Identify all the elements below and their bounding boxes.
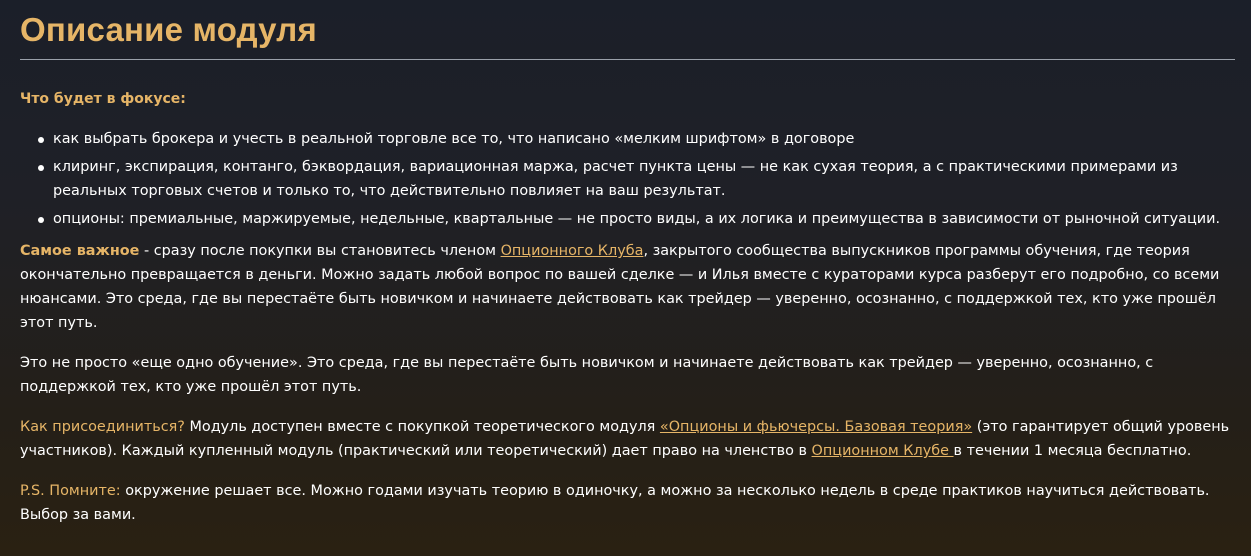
ps-paragraph	[20, 479, 1233, 527]
important-text-1: - сразу после покупки вы становитесь членом	[139, 243, 501, 259]
ps-lead: P.S. Помните:	[20, 483, 121, 499]
join-text-1: Модуль доступен вместе с покупкой теоретического модуля	[184, 419, 660, 435]
focus-list	[20, 127, 1233, 231]
important-paragraph	[20, 239, 1233, 335]
list-item: как выбрать брокера и учесть в реальной торговле все то, что написано «мелким шрифтом» в договоре	[53, 127, 1233, 151]
list-item: опционы: премиальные, маржируемые, недельные, квартальные — не просто виды, а их логика и преимущества в зависимости от рыночной ситуации.	[53, 207, 1233, 231]
important-text-2: , закрытого сообщества выпускников программы обучения, где теория окончательно превращается в деньги. Можно задать любой вопрос по вашей сделке — и Илья вместе с кураторами курса разберут его подробно, со всеми нюансами. Это среда, где вы перестаёте быть новичком и начинаете действовать как трейдер — уверенно, осознанно, с поддержкой тех, кто уже прошёл этот путь.	[20, 243, 1220, 331]
not-just-paragraph: Это не просто «еще одно обучение». Это среда, где вы перестаёте быть новичком и начинаете действовать как трейдер — уверенно, осознанно, с поддержкой тех, кто уже прошёл этот путь.	[20, 355, 1154, 395]
join-paragraph	[20, 415, 1233, 463]
list-item: клиринг, экспирация, контанго, бэквордация, вариационная маржа, расчет пункта цены — не как сухая теория, а с практическими примерами из реальных торговых счетов и только то, что действительно повлияет на ваш результат.	[53, 155, 1233, 203]
ps-text: окружение решает все. Можно годами изучать теорию в одиночку, а можно за несколько недель в среде практиков научиться действовать. Выбор за вами.	[20, 483, 1210, 523]
join-text-3: в течении 1 месяца бесплатно.	[953, 443, 1192, 459]
focus-label: Что будет в фокусе:	[20, 91, 186, 107]
base-theory-link[interactable]: «Опционы и фьючерсы. Базовая теория»	[659, 419, 973, 435]
join-lead: Как присоединиться?	[20, 419, 185, 435]
important-lead: Самое важное	[20, 243, 140, 259]
join-text-2: (это гарантирует общий уровень участников). Каждый купленный модуль (практический или теоретический) дает право на членство в	[20, 419, 1230, 459]
options-club-link[interactable]: Опционного Клуба	[500, 243, 644, 259]
page-title: Описание модуля	[20, 11, 317, 48]
options-club-link-2[interactable]: Опционном Клубе	[811, 443, 954, 459]
title-divider	[20, 59, 1235, 60]
